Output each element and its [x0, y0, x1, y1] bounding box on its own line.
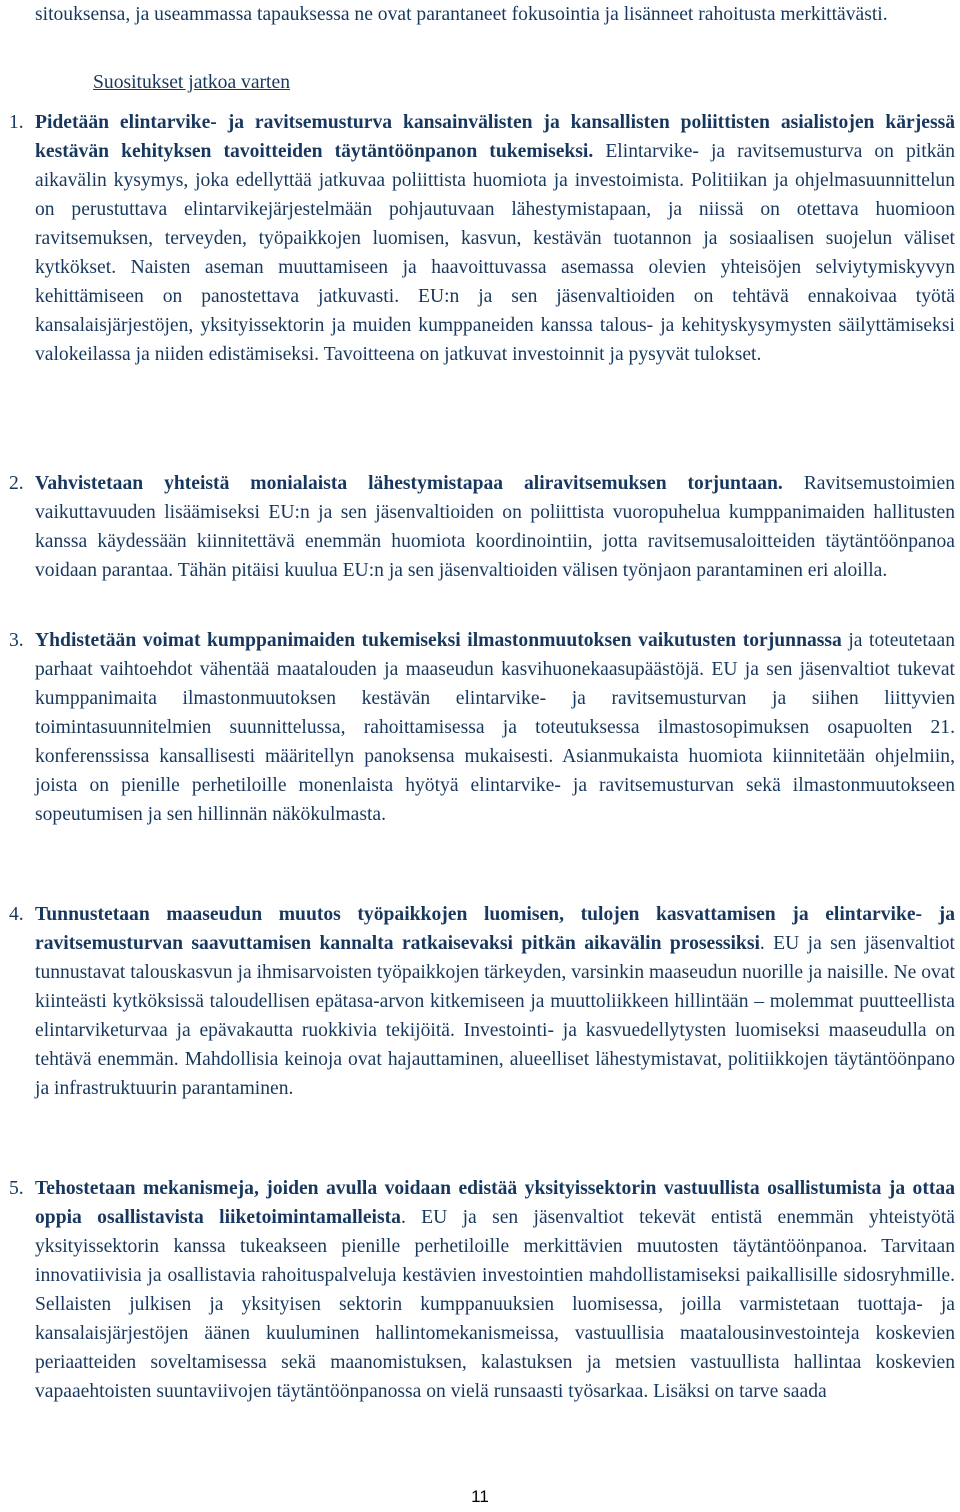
item-body [35, 108, 955, 369]
item-lead: Yhdistetään voimat kumppanimaiden tukemiseksi ilmastonmuutoksen vaikutusten torjunnassa [35, 630, 842, 651]
item-number: 5. [9, 1178, 24, 1199]
item-body [35, 626, 955, 829]
item-lead: Tehostetaan mekanismeja, joiden avulla voidaan edistää yksityissektorin vastuullista osallistumista ja ottaa oppia osallistavista liiketoimintamalleista [35, 1178, 955, 1228]
item-lead: Pidetään elintarvike- ja ravitsemusturva kansainvälisten ja kansallisten poliittisten asialistojen kärjessä kestävän kehityksen tavoitteiden täytäntöönpanon tukemiseksi. [35, 112, 955, 162]
item-body [35, 900, 955, 1103]
item-text: ja toteutetaan parhaat vaihtoehdot vähentää maatalouden ja maaseudun kasvihuonekaasupäästöjä. EU ja sen jäsenvaltiot tukevat kumppanimaita ilmastonmuutoksen kestävän elintarvike- ja ravitsemusturvan ja siihen liittyvien toimintasuunnitelmien suunnittelussa, rahoittamisessa ja toteutuksessa ilmastosopimuksen osapuolten 21. konferenssissa kansallisesti määritellyn panoksensa mukaisesti. Asianmukaista huomiota kiinnitetään ohjelmiin, joista on pienille perhetiloille monenlaista hyötyä elintarvike- ja ravitsemusturvan sekä ilmastonmuutokseen sopeutumisen ja sen hillinnän näkökulmasta. [35, 630, 955, 825]
item-number: 3. [9, 630, 24, 651]
section-heading: Suositukset jatkoa varten [93, 72, 290, 93]
intro-paragraph: sitouksensa, ja useammassa tapauksessa ne ovat parantaneet fokusointia ja lisänneet rahoitusta merkittävästi. [35, 4, 888, 25]
item-body [35, 1174, 955, 1406]
item-body [35, 469, 955, 585]
item-text: . EU ja sen jäsenvaltiot tunnustavat talouskasvun ja ihmisarvoisten työpaikkojen tärkeyden, varsinkin maaseudun nuorille ja naisille. Ne ovat kiinteästi kytköksissä taloudellisen epätasa-arvon kitkemiseen ja muuttoliikkeen hillintään – molemmat puutteellista elintarviketurvaa ja epävakautta ruokkivia tekijöitä. Investointi- ja kasvuedellytysten luomiseksi maaseudulla on tehtävä enemmän. Mahdollisia keinoja ovat hajauttaminen, alueelliset lähestymistavat, politiikkojen täytäntöönpano ja infrastruktuurin parantaminen. [35, 933, 956, 1099]
item-lead: Tunnustetaan maaseudun muutos työpaikkojen luomisen, tulojen kasvattamisen ja elintarvike- ja ravitsemusturvan saavuttamisen kannalta ratkaisevaksi pitkän aikavälin prosessiksi [35, 904, 955, 954]
item-lead: Vahvistetaan yhteistä monialaista lähestymistapaa aliravitsemuksen torjuntaan. [35, 473, 783, 494]
item-number: 1. [9, 112, 24, 133]
item-text: Ravitsemustoimien vaikuttavuuden lisäämiseksi EU:n ja sen jäsenvaltioiden on poliittista vuoropuhelua kumppanimaiden hallitusten kanssa käydessään kiinnitettävä enemmän huomiota koordinointiin, jotta ravitsemusaloitteiden täytäntöönpanoa voidaan parantaa. Tähän pitäisi kuulua EU:n ja sen jäsenvaltioiden välisen työnjaon parantaminen eri aloilla. [35, 473, 955, 581]
item-number: 2. [9, 473, 24, 494]
item-text: . EU ja sen jäsenvaltiot tekevät entistä enemmän yhteistyötä yksityissektorin kanssa tukeakseen pienille perhetiloille merkittävien muutosten täytäntöönpanoa. Tarvitaan innovatiivisia ja osallistavia rahoituspalveluja kestävien investointien mahdollistamiseksi paikallisille sidosryhmille. Sellaisten julkisen ja yksityisen sektorin kumppanuuksien luomisessa, joilla varmistetaan tuottaja- ja kansalaisjärjestöjen äänen kuuluminen hallintomekanismeissa, vastuullisia maatalousinvestointeja koskevien periaatteiden soveltamisessa sekä maanomistuksen, kalastuksen ja metsien vastuullista hallintaa koskevien vapaaehtoisten suuntaviivojen täytäntöönpanossa on vielä runsaasti työsarkaa. Lisäksi on tarve saada [35, 1207, 955, 1402]
item-text: Elintarvike- ja ravitsemusturva on pitkän aikavälin kysymys, joka edellyttää jatkuvaa poliittista huomiota ja investoimista. Politiikan ja ohjelmasuunnittelun on perustuttava elintarvikejärjestelmään pohjautuvaan lähestymistapaan, ja niissä on otettava huomioon ravitsemuksen, terveyden, työpaikkojen luomisen, kasvun, kestävän tuotannon ja sosiaalisen suojelun väliset kytkökset. Naisten aseman muuttamiseen ja haavoittuvassa asemassa olevien yhteisöjen selviytymiskyvyn kehittämiseen on panostettava jatkuvasti. EU:n ja sen jäsenvaltioiden on tehtävä ennakoivaa työtä kansalaisjärjestöjen, yksityissektorin ja muiden kumppaneiden kanssa talous- ja kehityskysymysten säilyttämiseksi valokeilassa ja niiden edistämiseksi. Tavoitteena on jatkuvat investoinnit ja pysyvät tulokset. [35, 141, 955, 365]
page-number: 11 [471, 1487, 489, 1506]
item-number: 4. [9, 904, 24, 925]
